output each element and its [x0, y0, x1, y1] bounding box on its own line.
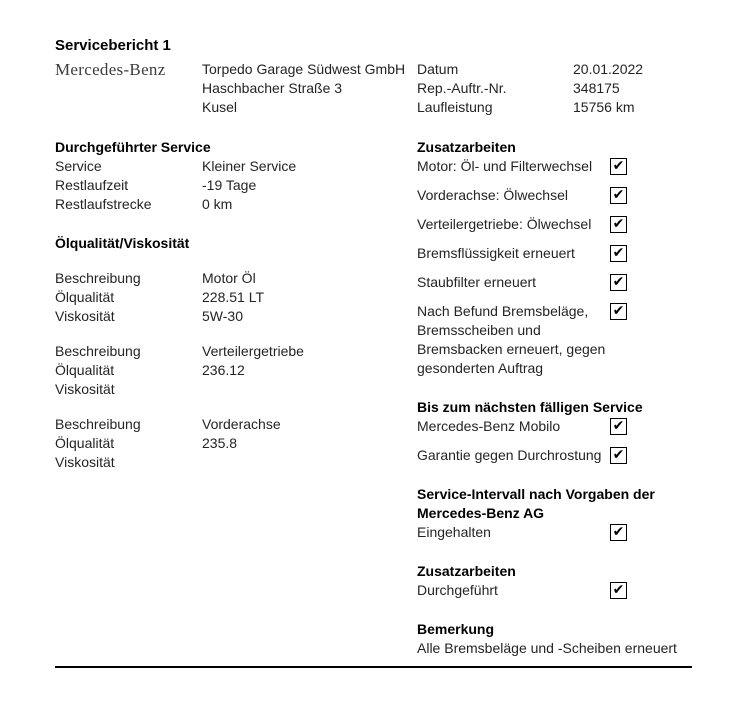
kv-value: 0 km [202, 196, 233, 212]
check-icon: ✔ [612, 158, 625, 174]
check-item-label: Staubfilter erneuert [417, 274, 537, 290]
dealer-address [202, 60, 417, 117]
checkbox[interactable] [610, 418, 627, 435]
check-icon: ✔ [612, 524, 625, 540]
check-icon: ✔ [612, 447, 625, 463]
meta-value: 20.01.2022 [573, 61, 644, 77]
remark-text: Alle Bremsbeläge und -Scheiben erneuert [417, 640, 677, 656]
oil-group-verteilergetriebe [55, 342, 417, 399]
section-bemerkung [417, 620, 692, 658]
section-zusatzarbeiten-2 [417, 562, 692, 600]
section-durchgefuehrter-service [55, 138, 417, 214]
kv-row-viskositaet [55, 453, 417, 472]
dealer-name: Torpedo Garage Südwest GmbH [202, 61, 406, 77]
meta-row-laufleistung [417, 98, 692, 117]
check-item-motor-oelwechsel [417, 157, 692, 176]
dealer-street: Haschbacher Straße 3 [202, 80, 343, 96]
mercedes-benz-wordmark: Mercedes-Benz [55, 60, 166, 79]
meta-row-datum [417, 60, 692, 79]
report-body [55, 138, 692, 658]
check-icon: ✔ [612, 274, 625, 290]
check-icon: ✔ [612, 418, 625, 434]
kv-value: Vorderachse [202, 416, 281, 432]
kv-label: Restlaufstrecke [55, 196, 152, 212]
check-item-label: Mercedes-Benz Mobilo [417, 418, 561, 434]
check-item-label: Nach Befund Bremsbeläge, Bremsscheiben und Bremsbacken erneuert, gegen gesonderten Auftrag [417, 303, 606, 376]
meta-value: 15756 km [573, 99, 635, 115]
left-column [55, 138, 417, 658]
kv-row-restlaufzeit [55, 176, 417, 195]
checkbox[interactable] [610, 303, 627, 320]
check-item-label: Durchgeführt [417, 582, 498, 598]
meta-value: 348175 [573, 80, 620, 96]
kv-value: 236.12 [202, 362, 245, 378]
kv-label: Beschreibung [55, 343, 141, 359]
check-item-bremsfluessigkeit [417, 244, 692, 263]
bottom-rule [55, 666, 692, 668]
kv-label: Viskosität [55, 454, 115, 470]
check-item-label: Vorderachse: Ölwechsel [417, 187, 568, 203]
checkbox[interactable] [610, 187, 627, 204]
section-heading: Durchgeführter Service [55, 139, 211, 155]
kv-row-oelqualitaet [55, 288, 417, 307]
kv-label: Viskosität [55, 308, 115, 324]
meta-label: Laufleistung [417, 99, 493, 115]
dealer-city: Kusel [202, 99, 238, 115]
check-item-label: Eingehalten [417, 524, 491, 540]
checkbox[interactable] [610, 582, 627, 599]
kv-row-beschreibung [55, 415, 417, 434]
section-heading: Bis zum nächsten fälligen Service [417, 399, 643, 415]
kv-value: -19 Tage [202, 177, 257, 193]
kv-value: 228.51 LT [202, 289, 265, 305]
kv-label: Restlaufzeit [55, 177, 129, 193]
check-item-staubfilter [417, 273, 692, 292]
kv-value [202, 453, 417, 472]
kv-value [202, 380, 417, 399]
check-item-label: Verteilergetriebe: Ölwechsel [417, 216, 592, 232]
section-heading: Zusatzarbeiten [417, 139, 516, 155]
check-item-label: Garantie gegen Durchrostung [417, 447, 602, 463]
kv-value: Verteilergetriebe [202, 343, 304, 359]
kv-row-viskositaet [55, 307, 417, 326]
kv-label: Beschreibung [55, 416, 141, 432]
meta-row-auftrag-nr [417, 79, 692, 98]
section-heading: Zusatzarbeiten [417, 563, 516, 579]
kv-row-oelqualitaet [55, 361, 417, 380]
kv-value: Motor Öl [202, 270, 256, 286]
kv-row-viskositaet [55, 380, 417, 399]
section-naechster-service [417, 398, 692, 465]
section-heading: Ölqualität/Viskosität [55, 235, 190, 251]
check-item-eingehalten [417, 523, 692, 542]
section-zusatzarbeiten [417, 138, 692, 378]
check-item-vorderachse-oelwechsel [417, 186, 692, 205]
kv-label: Beschreibung [55, 270, 141, 286]
meta-label: Rep.-Auftr.-Nr. [417, 80, 507, 96]
check-icon: ✔ [612, 187, 625, 203]
section-heading: Service-Intervall nach Vorgaben der Mercedes-Benz AG [417, 486, 655, 521]
kv-row-oelqualitaet [55, 434, 417, 453]
checkbox[interactable] [610, 274, 627, 291]
checkbox[interactable] [610, 158, 627, 175]
kv-row-beschreibung [55, 342, 417, 361]
oil-group-vorderachse [55, 415, 417, 472]
check-item-verteilergetriebe-oelwechsel [417, 215, 692, 234]
kv-label: Service [55, 158, 102, 174]
check-item-label: Bremsflüssigkeit erneuert [417, 245, 575, 261]
oil-group-motor [55, 269, 417, 326]
checkbox[interactable] [610, 245, 627, 262]
check-item-nach-befund-bremsen [417, 302, 692, 378]
checkbox[interactable] [610, 216, 627, 233]
kv-label: Ölqualität [55, 289, 115, 305]
kv-value: Kleiner Service [202, 158, 297, 174]
check-icon: ✔ [612, 216, 625, 232]
section-oelqualitaet [55, 234, 417, 472]
kv-row-restlaufstrecke [55, 195, 417, 214]
report-header [55, 60, 692, 117]
page-title: Servicebericht 1 [55, 37, 171, 54]
check-icon: ✔ [612, 303, 625, 319]
kv-value: 5W-30 [202, 308, 243, 324]
check-icon: ✔ [612, 245, 625, 261]
checkbox[interactable] [610, 447, 627, 464]
section-heading: Bemerkung [417, 621, 495, 637]
kv-value: 235.8 [202, 435, 238, 451]
kv-label: Ölqualität [55, 435, 115, 451]
check-item-label: Motor: Öl- und Filterwechsel [417, 158, 593, 174]
checkbox[interactable] [610, 524, 627, 541]
check-item-durchrostung [417, 446, 692, 465]
right-column [417, 138, 692, 658]
kv-row-service [55, 157, 417, 176]
kv-label: Viskosität [55, 381, 115, 397]
report-meta [417, 60, 692, 117]
check-item-mobilo [417, 417, 692, 436]
kv-row-beschreibung [55, 269, 417, 288]
section-service-intervall [417, 485, 692, 542]
kv-label: Ölqualität [55, 362, 115, 378]
check-item-durchgefuehrt [417, 581, 692, 600]
meta-label: Datum [417, 61, 459, 77]
check-icon: ✔ [612, 582, 625, 598]
